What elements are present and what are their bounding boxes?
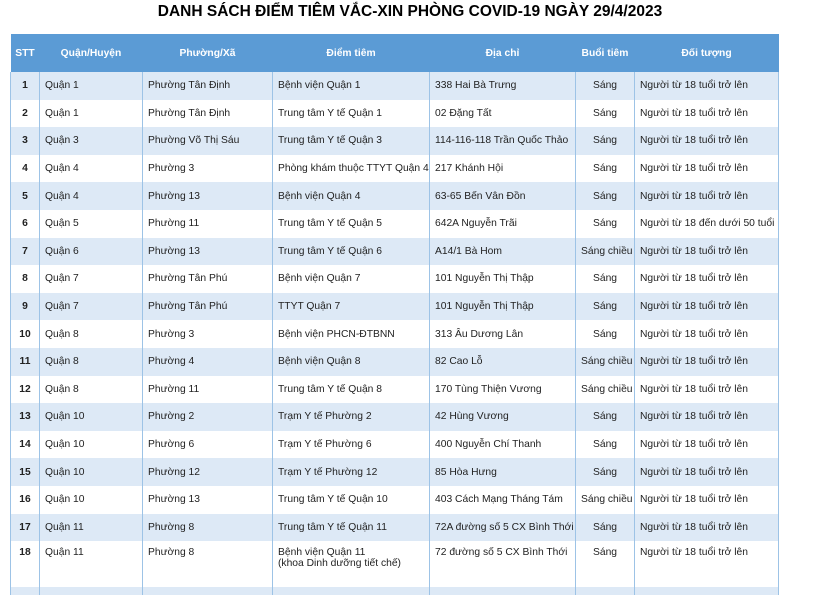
cell-text: 101 Nguyễn Thị Thập — [435, 301, 534, 313]
cell-note: (khoa Dinh dưỡng tiết chế) — [278, 558, 401, 570]
cell-text: Trung tâm Y tế Quận 3 — [278, 135, 382, 147]
table-cell — [143, 348, 273, 376]
cell-text: Phường 6 — [148, 439, 195, 451]
cell-text: Sáng chiều — [581, 245, 633, 257]
table-row-partial — [11, 587, 779, 595]
table-cell — [11, 587, 40, 595]
cell-text: TTYT Quận 7 — [278, 301, 341, 313]
table-row — [11, 458, 779, 486]
table-cell — [143, 265, 273, 293]
cell-text: Người từ 18 tuổi trở lên — [640, 135, 748, 147]
table-cell — [576, 514, 635, 542]
table-cell — [143, 100, 273, 128]
table-row — [11, 265, 779, 293]
cell-text: Phường 3 — [148, 163, 195, 175]
table-row — [11, 293, 779, 321]
table-cell — [143, 587, 273, 595]
table-cell — [430, 458, 576, 486]
cell-text: 9 — [22, 301, 28, 313]
table-header — [11, 34, 779, 72]
cell-text: Người từ 18 tuổi trở lên — [640, 411, 748, 423]
cell-text: Trung tâm Y tế Quận 6 — [278, 245, 382, 257]
table-row — [11, 486, 779, 514]
cell-text: 16 — [19, 494, 31, 506]
table-cell — [11, 293, 40, 321]
cell-text: Người từ 18 tuổi trở lên — [640, 163, 748, 175]
table-row — [11, 72, 779, 100]
table-cell — [143, 155, 273, 183]
cell-text: Người từ 18 tuổi trở lên — [640, 328, 748, 340]
table-cell — [143, 238, 273, 266]
table-cell — [430, 348, 576, 376]
table-cell — [576, 320, 635, 348]
table-cell — [143, 458, 273, 486]
cell-text: 338 Hai Bà Trưng — [435, 80, 517, 92]
table-cell — [576, 587, 635, 595]
cell-text: 8 — [22, 273, 28, 285]
cell-text: 85 Hòa Hưng — [435, 466, 497, 478]
cell-text: 6 — [22, 218, 28, 230]
table-cell — [430, 320, 576, 348]
table-cell — [143, 127, 273, 155]
table-cell — [635, 210, 779, 238]
table-cell — [11, 182, 40, 210]
column-header: Điểm tiêm — [273, 34, 430, 72]
cell-text: Quận 8 — [45, 328, 79, 340]
table-cell — [635, 458, 779, 486]
cell-text: Quận 6 — [45, 245, 79, 257]
table-cell — [40, 238, 143, 266]
table-cell — [635, 72, 779, 100]
cell-text: Sáng — [592, 301, 618, 313]
table-cell — [143, 376, 273, 404]
table-row — [11, 182, 779, 210]
cell-text: Phường 12 — [148, 466, 201, 478]
table-cell — [40, 348, 143, 376]
table-cell — [635, 348, 779, 376]
cell-text: Phường 2 — [148, 411, 195, 423]
cell-text: Bệnh viện Quận 8 — [278, 356, 361, 368]
table-cell — [40, 210, 143, 238]
vaccination-sites-table — [10, 34, 779, 595]
table-cell — [576, 100, 635, 128]
cell-text: Trung tâm Y tế Quận 1 — [278, 107, 382, 119]
table-cell — [430, 293, 576, 321]
table-cell — [11, 431, 40, 459]
cell-text: 63-65 Bến Vân Đồn — [435, 190, 526, 202]
cell-text: 400 Nguyễn Chí Thanh — [435, 439, 542, 451]
table-cell — [430, 155, 576, 183]
cell-text: Người từ 18 tuổi trở lên — [640, 107, 748, 119]
cell-text: Quận 8 — [45, 356, 79, 368]
cell-text: Quận 10 — [45, 494, 85, 506]
table-cell — [576, 348, 635, 376]
table-cell — [273, 348, 430, 376]
table-cell — [40, 514, 143, 542]
table-cell — [11, 100, 40, 128]
cell-text: Phường Tân Phú — [148, 273, 228, 285]
cell-text: Phường 11 — [148, 218, 200, 230]
table-cell — [40, 293, 143, 321]
table-cell — [576, 210, 635, 238]
cell-text: Người từ 18 tuổi trở lên — [640, 383, 748, 395]
cell-text: Phường 4 — [148, 356, 195, 368]
table-cell — [430, 238, 576, 266]
table-cell — [635, 293, 779, 321]
table-cell — [40, 376, 143, 404]
table-row — [11, 403, 779, 431]
table-cell — [143, 486, 273, 514]
table-cell — [143, 514, 273, 542]
cell-text: Trạm Y tế Phường 6 — [278, 439, 372, 451]
cell-text: 4 — [22, 163, 28, 175]
table-cell — [40, 155, 143, 183]
cell-text: Quận 10 — [45, 411, 85, 423]
table-cell — [143, 541, 273, 587]
table-cell — [273, 293, 430, 321]
table-cell — [576, 265, 635, 293]
table-cell — [635, 587, 779, 595]
table-cell — [11, 72, 40, 100]
cell-text: 170 Tùng Thiện Vương — [435, 383, 542, 395]
table-cell — [576, 155, 635, 183]
cell-text: Quận 8 — [45, 383, 79, 395]
table-cell — [430, 376, 576, 404]
cell-text: Quận 5 — [45, 218, 79, 230]
table-cell — [430, 403, 576, 431]
table-cell — [430, 514, 576, 542]
cell-text: Quận 4 — [45, 190, 79, 202]
cell-text: Bệnh viện PHCN-ĐTBNN — [278, 328, 395, 340]
cell-text: Người từ 18 tuổi trở lên — [640, 245, 748, 257]
cell-text: Phường Tân Định — [148, 80, 231, 92]
table-cell — [635, 182, 779, 210]
table-cell — [273, 100, 430, 128]
table-row — [11, 431, 779, 459]
cell-text: Phường 13 — [148, 494, 201, 506]
cell-text: 72A đường số 5 CX Bình Thới — [435, 521, 574, 533]
table-row — [11, 210, 779, 238]
cell-text: Sáng — [592, 466, 618, 478]
table-cell — [635, 403, 779, 431]
cell-text: 12 — [19, 383, 31, 395]
column-header: Buổi tiêm — [576, 34, 635, 72]
cell-text: Sáng — [592, 439, 618, 451]
cell-text: 15 — [19, 466, 31, 478]
table-row — [11, 127, 779, 155]
table-cell — [273, 265, 430, 293]
table-cell — [273, 127, 430, 155]
cell-text: Bệnh viện Quận 4 — [278, 190, 361, 202]
cell-text: 101 Nguyễn Thị Thập — [435, 273, 534, 285]
table-cell — [40, 265, 143, 293]
cell-text: 7 — [22, 245, 28, 257]
cell-text: 217 Khánh Hội — [435, 163, 504, 175]
cell-text: 10 — [19, 328, 31, 340]
table-cell — [576, 238, 635, 266]
table-cell — [635, 486, 779, 514]
cell-text: 14 — [19, 439, 31, 451]
table-cell — [273, 320, 430, 348]
cell-text: 72 đường số 5 CX Bình Thới — [435, 547, 568, 559]
table-cell — [576, 458, 635, 486]
table-cell — [40, 431, 143, 459]
cell-text: Người từ 18 tuổi trở lên — [640, 190, 748, 202]
cell-text: 313 Âu Dương Lân — [435, 328, 524, 340]
cell-text: Sáng — [592, 135, 618, 147]
cell-text: 2 — [22, 107, 28, 119]
table-cell — [40, 458, 143, 486]
table-row — [11, 541, 779, 587]
table-cell — [576, 376, 635, 404]
cell-text: Sáng — [592, 521, 618, 533]
cell-text: Sáng — [592, 328, 618, 340]
table-row — [11, 155, 779, 183]
table-cell — [273, 72, 430, 100]
cell-text: Bệnh viện Quận 7 — [278, 273, 361, 285]
column-header: Phường/Xã — [143, 34, 273, 72]
cell-text: Quận 7 — [45, 301, 79, 313]
cell-text: Phường 11 — [148, 383, 200, 395]
table-cell — [430, 182, 576, 210]
cell-text: Bệnh viện Quận 11 — [278, 547, 366, 559]
table-cell — [576, 182, 635, 210]
cell-text: Trung tâm Y tế Quận 8 — [278, 383, 382, 395]
table-cell — [40, 320, 143, 348]
cell-text: Quận 10 — [45, 466, 85, 478]
cell-text: Phường Võ Thị Sáu — [148, 135, 240, 147]
table-cell — [635, 431, 779, 459]
cell-text: Sáng — [592, 163, 618, 175]
table-cell — [635, 376, 779, 404]
table-cell — [143, 431, 273, 459]
table-cell — [635, 541, 779, 587]
table-cell — [635, 514, 779, 542]
table-cell — [430, 265, 576, 293]
table-cell — [273, 458, 430, 486]
cell-text: 82 Cao Lỗ — [435, 356, 483, 368]
table-cell — [635, 320, 779, 348]
table-cell — [11, 238, 40, 266]
table-cell — [143, 403, 273, 431]
table-cell — [11, 486, 40, 514]
cell-text: Quận 3 — [45, 135, 79, 147]
column-header: Quận/Huyện — [40, 34, 143, 72]
cell-text: Sáng chiều — [581, 494, 633, 506]
table-cell — [40, 182, 143, 210]
table-cell — [430, 100, 576, 128]
table-cell — [11, 376, 40, 404]
cell-text: 42 Hùng Vương — [435, 411, 509, 423]
cell-text: Quận 4 — [45, 163, 79, 175]
cell-text: Phường 13 — [148, 245, 201, 257]
table-cell — [11, 155, 40, 183]
table-cell — [273, 587, 430, 595]
table-cell — [11, 514, 40, 542]
cell-text: Sáng chiều — [581, 356, 633, 368]
table-cell — [11, 320, 40, 348]
table-cell — [11, 348, 40, 376]
table-cell — [40, 486, 143, 514]
cell-text: Quận 7 — [45, 273, 79, 285]
cell-text: Sáng — [592, 218, 618, 230]
cell-text: Phường Tân Định — [148, 107, 231, 119]
table-cell — [635, 100, 779, 128]
table-cell — [430, 72, 576, 100]
cell-text: Phường 8 — [148, 521, 195, 533]
table-cell — [40, 403, 143, 431]
table-cell — [430, 431, 576, 459]
table-row — [11, 348, 779, 376]
table-cell — [143, 72, 273, 100]
table-cell — [635, 155, 779, 183]
cell-text: Bệnh viện Quận 1 — [278, 80, 361, 92]
table-cell — [11, 265, 40, 293]
table-cell — [40, 100, 143, 128]
table-row — [11, 320, 779, 348]
cell-text: Sáng — [592, 80, 618, 92]
table-cell — [635, 238, 779, 266]
cell-text: Trung tâm Y tế Quận 5 — [278, 218, 382, 230]
cell-text: Sáng — [592, 190, 618, 202]
table-cell — [11, 458, 40, 486]
cell-text: 3 — [22, 135, 28, 147]
cell-text: Người từ 18 đến dưới 50 tuổi — [640, 218, 775, 230]
table-cell — [576, 431, 635, 459]
table-cell — [143, 293, 273, 321]
table-cell — [576, 403, 635, 431]
cell-text: Phường 8 — [148, 547, 195, 559]
table-row — [11, 376, 779, 404]
table-cell — [273, 238, 430, 266]
table-cell — [430, 486, 576, 514]
table-cell — [430, 587, 576, 595]
cell-text: Quận 1 — [45, 80, 79, 92]
table-cell — [11, 210, 40, 238]
table-cell — [430, 127, 576, 155]
table-cell — [40, 127, 143, 155]
table-cell — [273, 431, 430, 459]
column-header: STT — [11, 34, 40, 72]
table-row — [11, 514, 779, 542]
cell-text: Quận 11 — [45, 547, 84, 559]
cell-text: Quận 10 — [45, 439, 85, 451]
table-cell — [40, 587, 143, 595]
cell-text: Trạm Y tế Phường 12 — [278, 466, 378, 478]
page-title: DANH SÁCH ĐIỂM TIÊM VẮC-XIN PHÒNG COVID-19 NGÀY 29/4/2023 — [157, 3, 663, 20]
cell-text: Người từ 18 tuổi trở lên — [640, 273, 748, 285]
table-cell — [143, 320, 273, 348]
table-cell — [40, 72, 143, 100]
cell-text: Người từ 18 tuổi trở lên — [640, 301, 748, 313]
table-row — [11, 100, 779, 128]
table-cell — [273, 376, 430, 404]
table-cell — [273, 155, 430, 183]
cell-text: Người từ 18 tuổi trở lên — [640, 547, 748, 559]
cell-text: Quận 11 — [45, 521, 84, 533]
table-cell — [143, 182, 273, 210]
cell-text: Phường Tân Phú — [148, 301, 228, 313]
table-cell — [576, 293, 635, 321]
cell-text: Người từ 18 tuổi trở lên — [640, 439, 748, 451]
cell-text: Trung tâm Y tế Quận 11 — [278, 521, 387, 533]
cell-text: Người từ 18 tuổi trở lên — [640, 466, 748, 478]
table-cell — [273, 182, 430, 210]
table-cell — [11, 403, 40, 431]
table-cell — [430, 210, 576, 238]
cell-text: 13 — [19, 411, 31, 423]
cell-text: 642A Nguyễn Trãi — [435, 218, 517, 230]
cell-text: Trạm Y tế Phường 2 — [278, 411, 372, 423]
table-cell — [635, 265, 779, 293]
table-cell — [40, 541, 143, 587]
cell-text: 17 — [19, 521, 31, 533]
cell-text: Sáng — [592, 107, 618, 119]
column-header: Đối tượng — [635, 34, 779, 72]
table-cell — [273, 403, 430, 431]
table-cell — [11, 541, 40, 587]
cell-text: Phòng khám thuộc TTYT Quận 4 — [278, 163, 429, 175]
cell-text: Phường 13 — [148, 190, 201, 202]
cell-text: Người từ 18 tuổi trở lên — [640, 356, 748, 368]
column-header: Địa chỉ — [430, 34, 576, 72]
table-cell — [273, 541, 430, 587]
table-cell — [273, 210, 430, 238]
cell-text: Người từ 18 tuổi trở lên — [640, 521, 748, 533]
table-cell — [143, 210, 273, 238]
cell-text: Sáng chiều — [581, 383, 633, 395]
table-cell — [273, 514, 430, 542]
cell-text: 403 Cách Mạng Tháng Tám — [435, 494, 563, 506]
cell-text: 02 Đặng Tất — [435, 107, 492, 119]
cell-text: A14/1 Bà Hom — [435, 245, 502, 257]
table-cell — [430, 541, 576, 587]
table-cell — [11, 127, 40, 155]
cell-text: Sáng — [592, 411, 618, 423]
table-cell — [576, 72, 635, 100]
cell-text: 5 — [22, 190, 28, 202]
cell-text: Sáng — [592, 273, 618, 285]
table-cell — [576, 541, 635, 587]
cell-text: Người từ 18 tuổi trở lên — [640, 80, 748, 92]
cell-text: 18 — [19, 547, 31, 559]
table-cell — [576, 127, 635, 155]
cell-text: Trung tâm Y tế Quận 10 — [278, 494, 388, 506]
table-row — [11, 238, 779, 266]
table-cell — [635, 127, 779, 155]
table-cell — [576, 486, 635, 514]
cell-text: 114-116-118 Trần Quốc Thảo — [435, 135, 569, 147]
cell-text: 11 — [19, 356, 31, 368]
cell-text: Phường 3 — [148, 328, 195, 340]
cell-text: Người từ 18 tuổi trở lên — [640, 494, 748, 506]
cell-text: 1 — [22, 80, 28, 92]
cell-text: Sáng — [592, 547, 618, 559]
cell-text: Quận 1 — [45, 107, 79, 119]
table-cell — [273, 486, 430, 514]
